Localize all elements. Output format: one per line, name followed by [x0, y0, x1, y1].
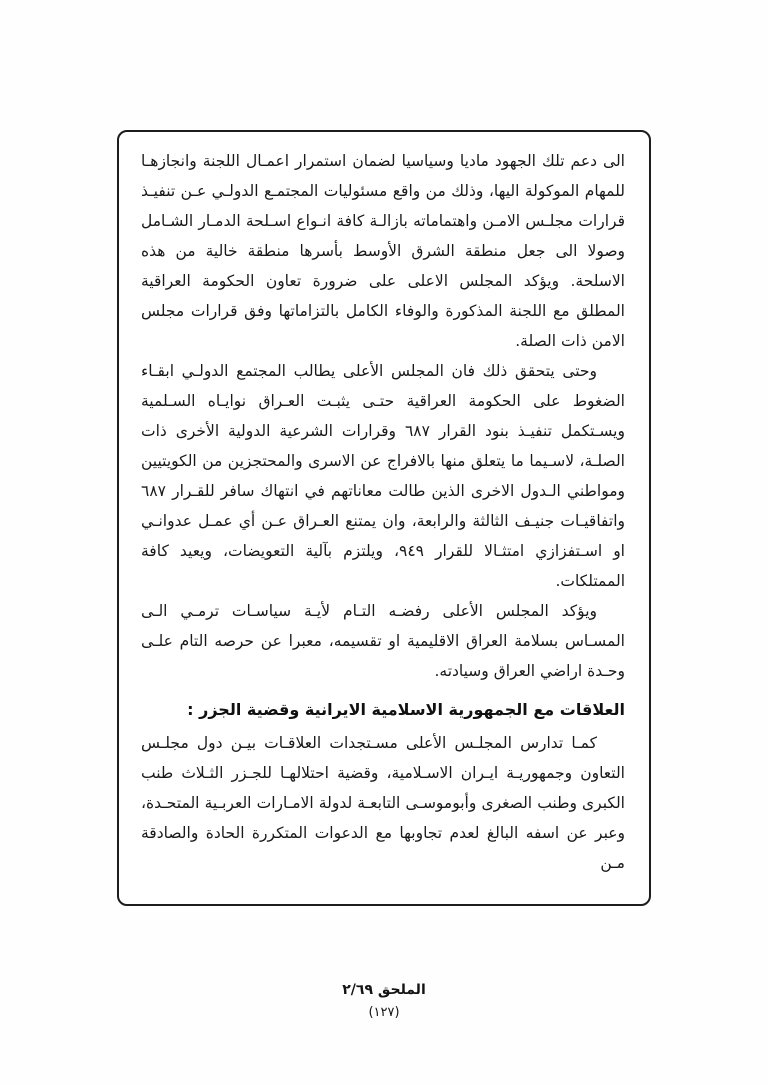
attachment-label: الملحق ٢/٦٩ [342, 982, 426, 998]
page-border-frame [117, 130, 651, 906]
page-footer [0, 981, 768, 1022]
paragraph: وحتى يتحقق ذلك فان المجلس الأعلى يطالب المجتمع الدولـي ابقـاء الضغوط على الحكومة العراقية حتـى يثبـت العـراق نوايـاه السـلمية ويسـتكمل تنفيـذ بنود القرار ٦٨٧ وقرارات الشرعية الدولية الأخرى ذات الصلـة، لاسـيما ما يتعلق منها بالافراج عن الاسرى والمحتجزين من الكويتيين ومواطني الـدول الاخرى الذين طالت معاناتهم في انتهاك سافر للقـرار ٦٨٧ واتفاقيـات جنيـف الثالثة والرابعة، وان يمتنع العـراق عـن أي عمـل عدوانـي او اسـتفزازي امتثـالا للقرار ٩٤٩، ويلتزم بآلية التعويضات، ويعيد كافة الممتلكات. [141, 362, 625, 590]
section-heading: العلاقات مع الجمهورية الاسلامية الايرانية وقضية الجزر : [187, 700, 625, 719]
page-text-block [141, 146, 625, 878]
paragraph: ويؤكد المجلس الأعلى رفضـه التـام لأيـة سياسـات ترمـي الـى المسـاس بسلامة العراق الاقليمية او تقسيمه، معبرا عن حرصه التام علـى وحـدة اراضي العراق وسيادته. [141, 602, 625, 680]
page-number: (١٢٧) [368, 1005, 400, 1020]
paragraph: كمـا تدارس المجلـس الأعلى مسـتجدات العلاقـات بيـن دول مجلـس التعاون وجمهوريـة ايـران الاسـلامية، وقضية احتلالهـا للجـزر الثـلاث طنب الكبرى وطنب الصغرى وأبوموسـى التابعـة لدولة الامـارات العربـية المتحـدة، وعبر عن اسفه البالغ لعدم تجاوبها مع الدعوات المتكررة الحادة والصادقة مـن [141, 734, 625, 872]
paragraph-continuation: الى دعم تلك الجهود ماديا وسياسيا لضمان استمرار اعمـال اللجنة وانجازهـا للمهام الموكولة اليها، وذلك من واقع مسئوليات المجتمـع الدولـي عـن تنفيـذ قرارات مجلـس الامـن واهتماماته بازالـة كافة انـواع اسـلحة الدمـار الشـامل وصولا الى جعل منطقة الشرق الأوسط بأسرها منطقة خالية من هذه الاسلحة. ويؤكد المجلس الاعلى على ضرورة تعاون الحكومة العراقية المطلق مع اللجنة المذكورة والوفاء الكامل بالتزاماتها وفق قرارات مجلس الامن ذات الصلة. [141, 152, 625, 350]
